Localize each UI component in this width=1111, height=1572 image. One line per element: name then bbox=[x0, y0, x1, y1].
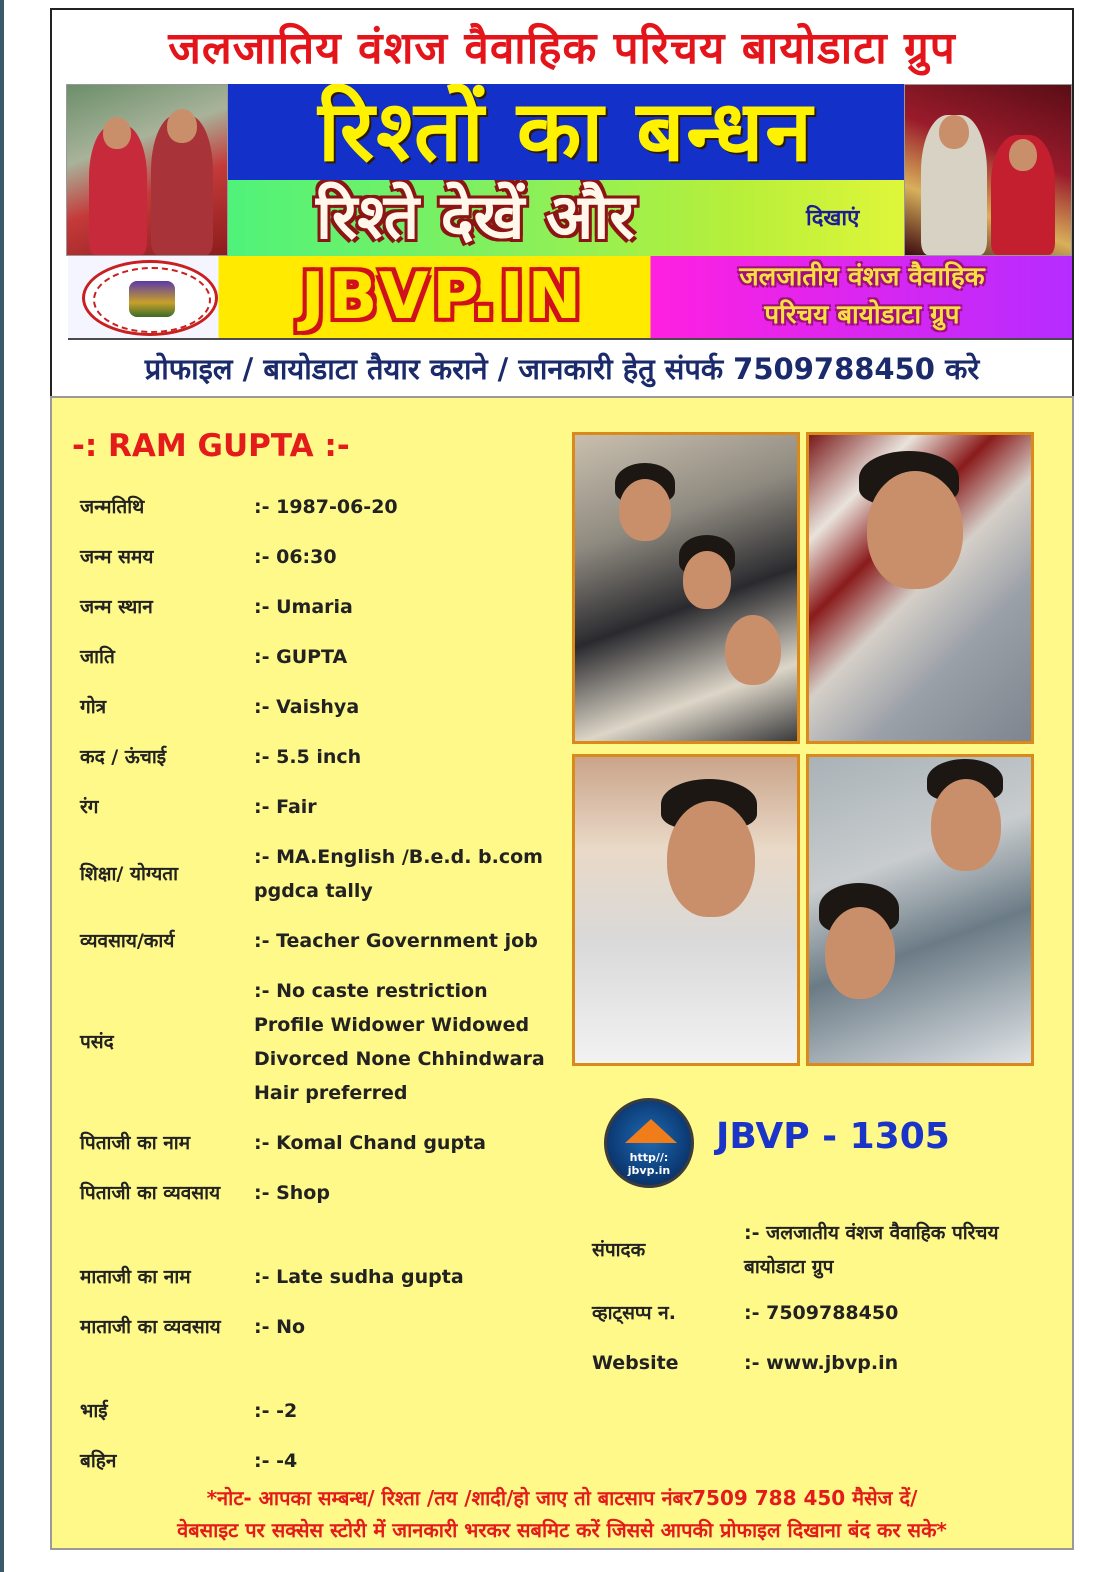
meta-row-website bbox=[592, 1346, 1052, 1380]
subline-small-text: दिखाएं bbox=[806, 206, 860, 231]
meta-row-editor bbox=[592, 1216, 1052, 1284]
footer-note bbox=[52, 1482, 1072, 1546]
field-label: व्यवसाय/कार्य bbox=[80, 930, 175, 952]
field-value: :- GUPTA bbox=[254, 646, 348, 668]
profile-photo-2[interactable] bbox=[806, 432, 1034, 744]
couple-photo-left bbox=[66, 84, 228, 256]
field-row bbox=[80, 1394, 560, 1428]
field-row bbox=[80, 1176, 560, 1210]
field-value: :- -4 bbox=[254, 1450, 298, 1472]
profile-id: JBVP - 1305 bbox=[716, 1116, 950, 1157]
contact-line: प्रोफाइल / बायोडाटा तैयार कराने / जानकारी हेतु संपर्क 7509788450 करे bbox=[144, 352, 980, 386]
field-value: :- No bbox=[254, 1316, 306, 1338]
header-banner bbox=[50, 8, 1074, 396]
profile-name: -: RAM GUPTA :- bbox=[72, 428, 350, 464]
note-line-2: वेबसाइट पर सक्सेस स्टोरी में जानकारी भरकर सबमिट करें जिससे आपकी प्रोफाइल दिखाना बंद कर सके* bbox=[177, 1518, 947, 1542]
field-label: शिक्षा/ योग्यता bbox=[80, 863, 178, 885]
field-value: :- 5.5 inch bbox=[254, 746, 362, 768]
website-link[interactable]: :- www.jbvp.in bbox=[744, 1352, 899, 1374]
field-label: पिताजी का नाम bbox=[80, 1132, 191, 1154]
groom-face bbox=[167, 109, 197, 143]
photo-face bbox=[867, 471, 963, 589]
field-row bbox=[80, 840, 560, 908]
meta-label: संपादक bbox=[592, 1239, 646, 1261]
house-roof-icon bbox=[625, 1119, 677, 1143]
jbvp-home-services-logo bbox=[604, 1098, 694, 1188]
photo-face bbox=[619, 479, 671, 541]
field-value: :- Late sudha gupta bbox=[254, 1266, 464, 1288]
field-label: जन्म समय bbox=[80, 546, 154, 568]
logo-url-text: http//: jbvp.in bbox=[627, 1151, 671, 1177]
field-label: कद / ऊंचाई bbox=[80, 746, 167, 768]
field-label: रंग bbox=[80, 796, 99, 818]
subline-band bbox=[228, 180, 904, 256]
meta-value: :- जलजातीय वंशज वैवाहिक परिचय बायोडाटा ग्रुप bbox=[744, 1222, 999, 1278]
field-label: माताजी का व्यवसाय bbox=[80, 1316, 221, 1338]
field-value: :- Shop bbox=[254, 1182, 330, 1204]
photo-face bbox=[825, 907, 895, 999]
bride-face bbox=[103, 117, 131, 149]
field-row bbox=[80, 690, 560, 724]
profile-card bbox=[50, 396, 1074, 1550]
field-label: माताजी का नाम bbox=[80, 1266, 191, 1288]
headline-band bbox=[228, 84, 904, 180]
photo-face bbox=[931, 779, 1001, 871]
brand-right-text bbox=[654, 258, 1070, 334]
field-row bbox=[80, 974, 560, 1110]
banner-title: जलजातिय वंशज वैवाहिक परिचय बायोडाटा ग्रुप bbox=[168, 23, 956, 74]
couple-photo-right bbox=[904, 84, 1072, 256]
field-row bbox=[80, 490, 560, 524]
field-label: पसंद bbox=[80, 1031, 114, 1053]
photo-face bbox=[667, 801, 755, 917]
photo-face bbox=[725, 615, 781, 685]
field-label: जाति bbox=[80, 646, 115, 668]
field-value: :- Vaishya bbox=[254, 696, 360, 718]
field-row bbox=[80, 640, 560, 674]
field-value: :- Fair bbox=[254, 796, 317, 818]
whatsapp-number[interactable]: :- 7509788450 bbox=[744, 1302, 899, 1324]
field-label: पिताजी का व्यवसाय bbox=[80, 1182, 221, 1204]
meta-label: व्हाट्सप्प न. bbox=[592, 1302, 676, 1324]
headline-text: रिश्तों का बन्धन bbox=[318, 84, 814, 180]
field-label: जन्मतिथि bbox=[80, 496, 145, 518]
field-row bbox=[80, 540, 560, 574]
field-row bbox=[80, 1310, 560, 1344]
field-row bbox=[80, 590, 560, 624]
profile-photo-1[interactable] bbox=[572, 432, 800, 744]
field-value: :- MA.English /B.e.d. b.com pgdca tally bbox=[254, 846, 543, 902]
field-label: गोत्र bbox=[80, 696, 107, 718]
field-label: भाई bbox=[80, 1400, 108, 1422]
meta-row-whatsapp bbox=[592, 1296, 1052, 1330]
field-value: :- Umaria bbox=[254, 596, 353, 618]
seal-emblem bbox=[129, 281, 175, 317]
bride-face bbox=[1009, 139, 1037, 171]
field-label: बहिन bbox=[80, 1450, 117, 1472]
profile-photo-3[interactable] bbox=[572, 754, 800, 1066]
field-value: :- No caste restriction Profile Widower Widowed Divorced None Chhindwara Hair preferred bbox=[254, 980, 545, 1104]
field-label: जन्म स्थान bbox=[80, 596, 153, 618]
page-edge bbox=[0, 0, 4, 1572]
field-row bbox=[80, 1260, 560, 1294]
profile-photo-4[interactable] bbox=[806, 754, 1034, 1066]
field-value: :- Komal Chand gupta bbox=[254, 1132, 486, 1154]
brand-band bbox=[68, 256, 1072, 340]
field-row bbox=[80, 1126, 560, 1160]
field-value: :- 06:30 bbox=[254, 546, 337, 568]
field-row bbox=[80, 740, 560, 774]
field-row bbox=[80, 790, 560, 824]
brand-text: JBVP.IN bbox=[300, 260, 586, 334]
field-value: :- 1987-06-20 bbox=[254, 496, 398, 518]
field-value: :- -2 bbox=[254, 1400, 298, 1422]
field-row bbox=[80, 1444, 560, 1478]
note-line-1: *नोट- आपका सम्बन्ध/ रिश्ता /तय /शादी/हो जाए तो बाटसाप नंबर7509 788 450 मैसेज दें/ bbox=[206, 1486, 918, 1510]
field-row bbox=[80, 924, 560, 958]
photo-face bbox=[683, 551, 731, 609]
groom-face bbox=[939, 115, 969, 149]
brand-right-line1: जलजातीय वंशज वैवाहिक bbox=[739, 262, 985, 292]
brand-right-line2: परिचय बायोडाटा ग्रुप bbox=[764, 300, 960, 330]
meta-label: Website bbox=[592, 1352, 679, 1374]
field-value: :- Teacher Government job bbox=[254, 930, 538, 952]
group-seal-logo bbox=[82, 260, 218, 336]
subline-text: रिश्ते देखें और bbox=[316, 180, 635, 253]
